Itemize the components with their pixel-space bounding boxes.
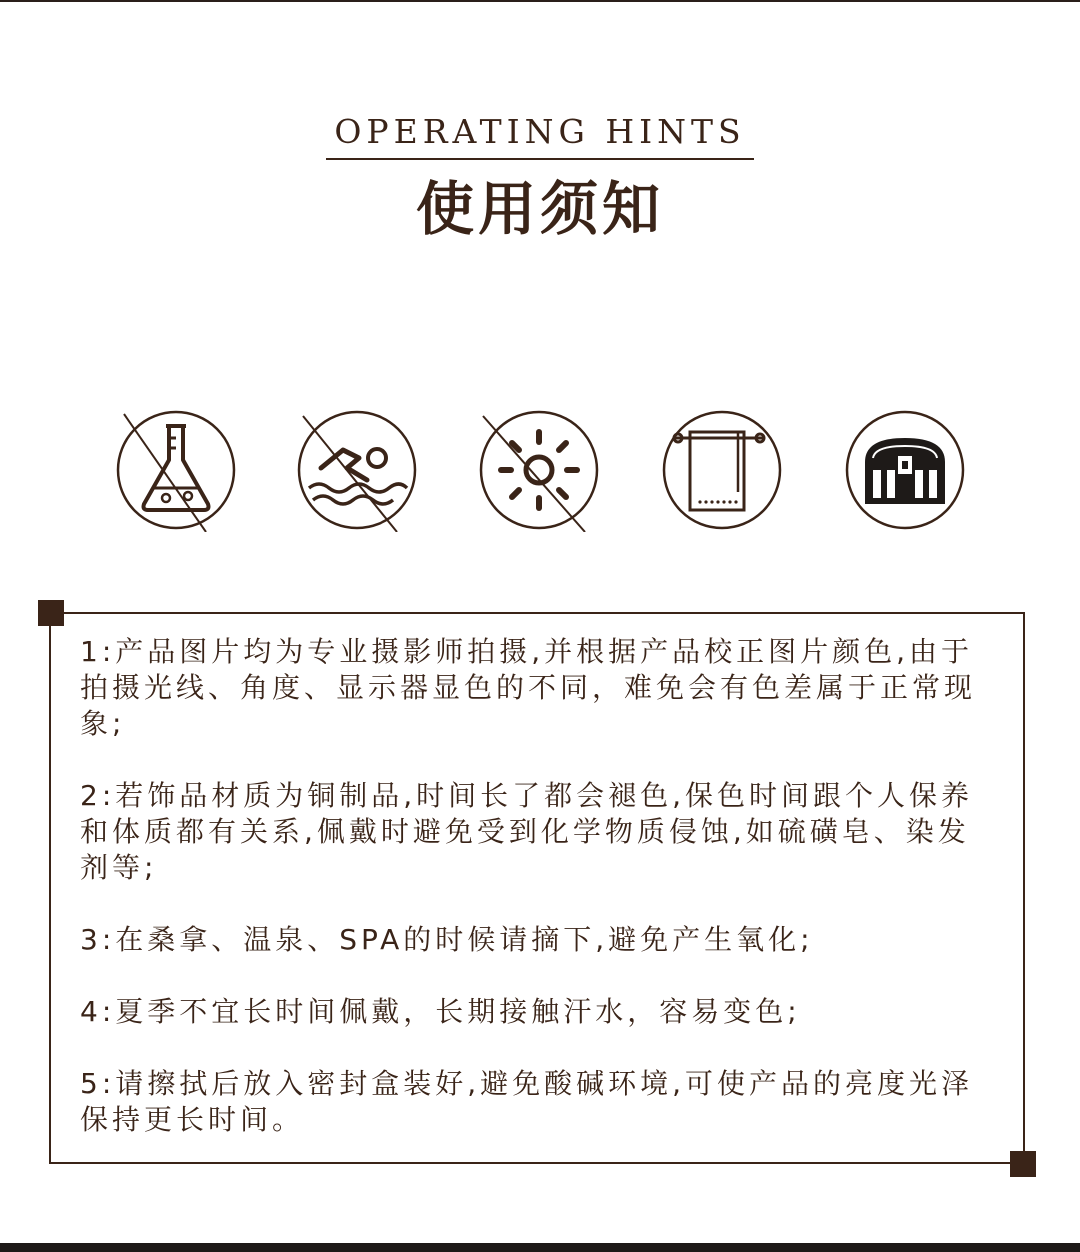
notes-list (80, 634, 980, 1174)
top-rule (0, 0, 1080, 2)
note-item: 4:夏季不宜长时间佩戴，长期接触汗水，容易变色; (80, 995, 801, 1028)
note-item: 3:在桑拿、温泉、SPA的时候请摘下,避免产生氧化; (80, 923, 814, 956)
note-item: 1:产品图片均为专业摄影师拍摄,并根据产品校正图片颜色,由于拍摄光线、角度、显示器显色的不同，难免会有色差属于正常现象; (80, 635, 977, 740)
chinese-title: 使用须知 (415, 175, 664, 243)
note-item: 5:请擦拭后放入密封盒装好,避免酸碱环境,可使产品的亮度光泽保持更长时间。 (80, 1067, 974, 1136)
no-chemicals-icon (114, 408, 238, 532)
no-sun-icon (477, 408, 601, 532)
note-item: 2:若饰品材质为铜制品,时间长了都会褪色,保色时间跟个人保养和体质都有关系,佩戴时避免受到化学物质侵蚀,如硫磺皂、染发剂等; (80, 779, 974, 884)
bottom-bar (0, 1243, 1080, 1252)
box-corner-bottom-right (1010, 1151, 1036, 1177)
towel-icon (660, 408, 784, 532)
treasure-chest-icon (843, 408, 967, 532)
no-swimming-icon (295, 408, 419, 532)
care-icons-row (0, 408, 1080, 532)
header (0, 112, 1080, 244)
english-title: OPERATING HINTS (326, 112, 753, 160)
